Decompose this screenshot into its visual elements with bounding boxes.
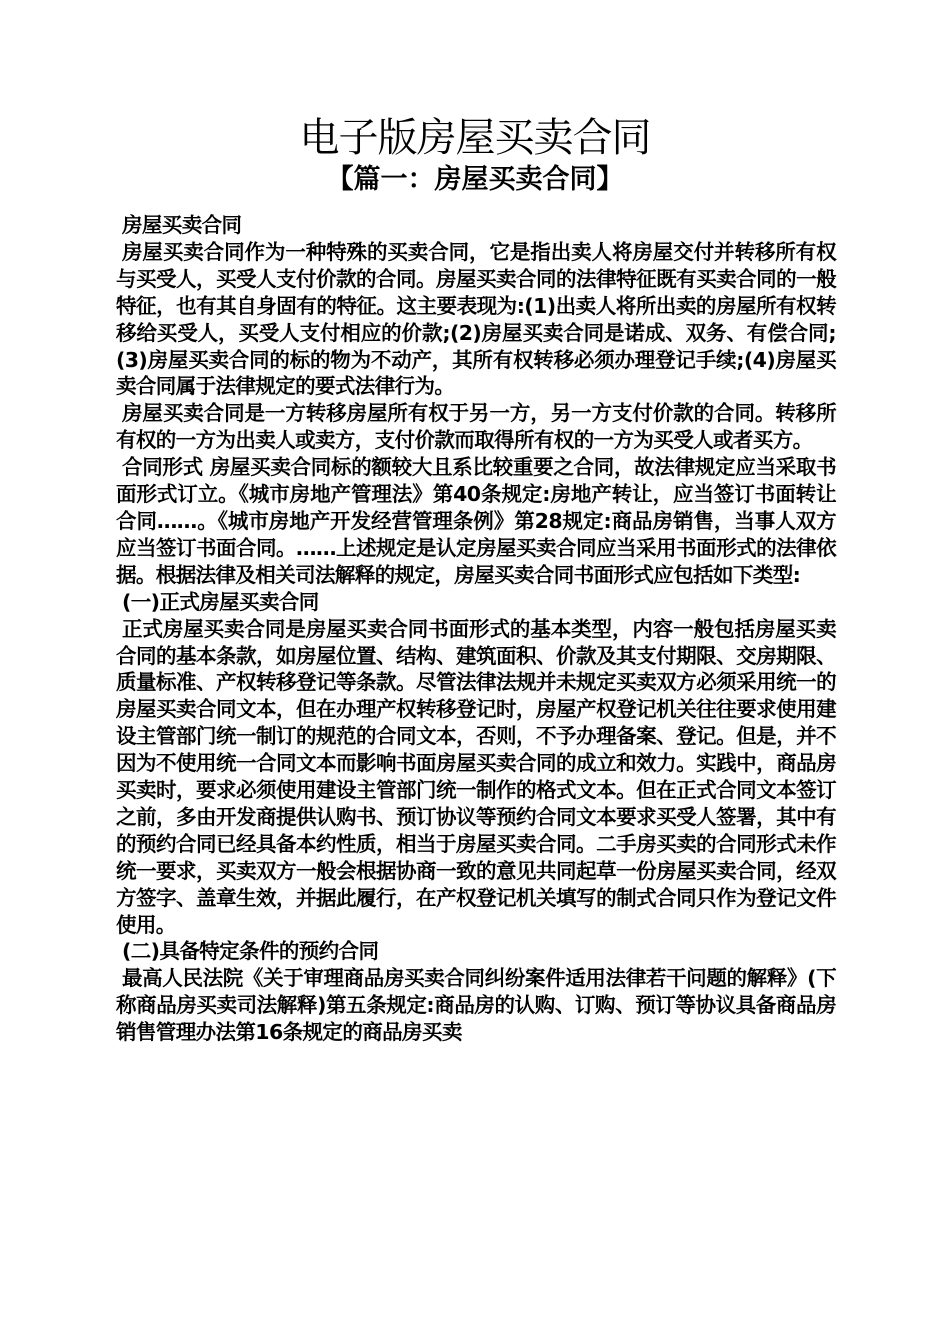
paragraph: 房屋买卖合同是一方转移房屋所有权于另一方，另一方支付价款的合同。转移所有权的一方为出卖人或卖方，支付价款而取得所有权的一方为买受人或者买方。 xyxy=(116,401,836,453)
section-heading: (一)正式房屋买卖合同 xyxy=(122,589,319,614)
paragraph: 正式房屋买卖合同是房屋买卖合同书面形式的基本类型，内容一般包括房屋买卖合同的基本条款，如房屋位置、结构、建筑面积、价款及其支付期限、交房期限、质量标准、产权转移登记等条款。尽管法律法规并未规定买卖双方必须采用统一的房屋买卖合同文本，但在办理产权转移登记时，房屋产权登记机关往往要求使用建设主管部门统一制订的规范的合同文本，否则，不予办理备案、登记。但是，并不因为不使用统一合同文本而影响书面房屋买卖合同的成立和效力。实践中，商品房买卖时，要求必须使用建设主管部门统一制作的格式文本。但在正式合同文本签订之前，多由开发商提供认购书、预订协议等预约合同文本要求买受人签署，其中有的预约合同已经具备本约性质，相当于房屋买卖合同。二手房买卖的合同形式未作统一要求，买卖双方一般会根据协商一致的意见共同起草一份房屋买卖合同，经双方签字、盖章生效，并据此履行，在产权登记机关填写的制式合同只作为登记文件使用。 xyxy=(116,616,836,937)
paragraph: 合同形式 房屋买卖合同标的额较大且系比较重要之合同，故法律规定应当采取书面形式订立。《城市房地产管理法》第40条规定:房地产转让，应当签订书面转让合同……。《城市房地产开发经营管理条例》第28规定:商品房销售，当事人双方应当签订书面合同。……上述规定是认定房屋买卖合同应当采用书面形式的法律依据。根据法律及相关司法解释的规定，房屋买卖合同书面形式应包括如下类型: xyxy=(116,455,836,587)
document-body xyxy=(116,212,836,1046)
section-heading: (二)具备特定条件的预约合同 xyxy=(122,939,379,964)
document-subtitle: 【篇一：房屋买卖合同】 xyxy=(326,164,624,195)
paragraph: 房屋买卖合同作为一种特殊的买卖合同，它是指出卖人将房屋交付并转移所有权与买受人，买受人支付价款的合同。房屋买卖合同的法律特征既有买卖合同的一般特征，也有其自身固有的特征。这主要表现为:(1)出卖人将所出卖的房屋所有权转移给买受人，买受人支付相应的价款;(2)房屋买卖合同是诺成、双务、有偿合同;(3)房屋买卖合同的标的物为不动产，其所有权转移必须办理登记手续;(4)房屋买卖合同属于法律规定的要式法律行为。 xyxy=(116,239,836,399)
section-heading: 房屋买卖合同 xyxy=(122,213,242,237)
paragraph: 最高人民法院《关于审理商品房买卖合同纠纷案件适用法律若干问题的解释》(下称商品房买卖司法解释)第五条规定:商品房的认购、订购、预订等协议具备商品房销售管理办法第16条规定的商品房买卖 xyxy=(116,966,836,1045)
document-title: 电子版房屋买卖合同 xyxy=(299,115,651,161)
